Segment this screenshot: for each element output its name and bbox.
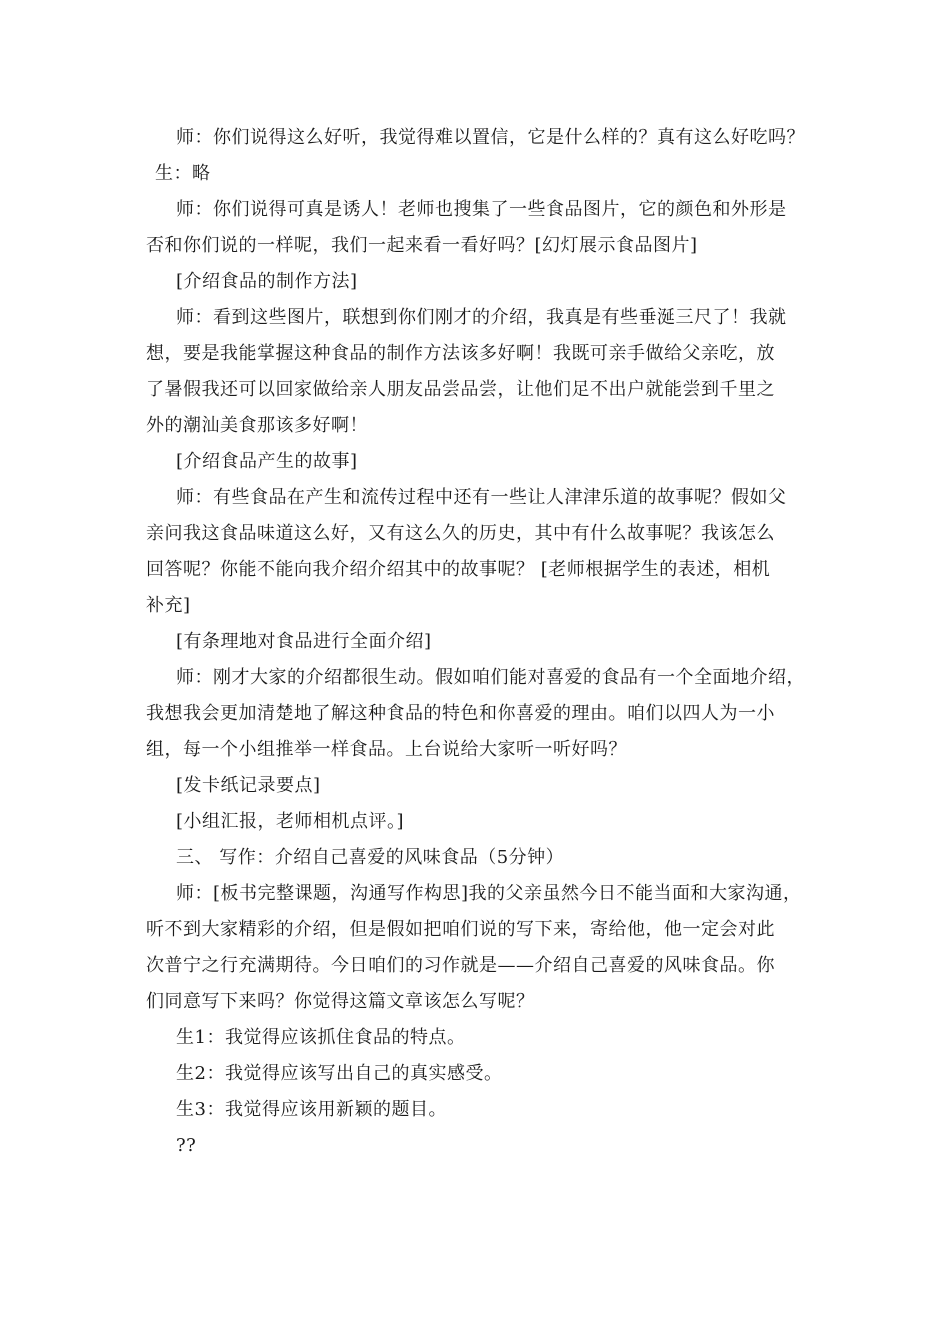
text-line-3: 师：你们说得可真是诱人！老师也搜集了一些食品图片，它的颜色和外形是: [176, 199, 787, 220]
text-line-5: [介绍食品的制作方法]: [176, 271, 358, 292]
text-line-13: 回答呢？你能不能向我介绍介绍其中的故事呢？ [老师根据学生的表述，相机: [146, 559, 771, 580]
text-line-25: 们同意写下来吗？你觉得这篇文章该怎么写呢？: [146, 991, 535, 1012]
text-line-22: 师：[板书完整课题，沟通写作构思]我的父亲虽然今日不能当面和大家沟通，: [176, 883, 802, 904]
text-line-26: 生1：我觉得应该抓住食品的特点。: [176, 1027, 466, 1048]
text-line-27: 生2：我觉得应该写出自己的真实感受。: [176, 1063, 503, 1084]
text-line-12: 亲问我这食品味道这么好，又有这么久的历史，其中有什么故事呢？我该怎么: [146, 523, 775, 544]
text-line-7: 想，要是我能掌握这种食品的制作方法该多好啊！我既可亲手做给父亲吃，放: [146, 343, 775, 364]
text-line-24: 次普宁之行充满期待。今日咱们的习作就是——介绍自己喜爱的风味食品。你: [146, 955, 775, 976]
text-line-2: 生：略: [155, 163, 211, 184]
text-line-23: 听不到大家精彩的介绍，但是假如把咱们说的写下来，寄给他，他一定会对此: [146, 919, 775, 940]
text-line-18: 组，每一个小组推举一样食品。上台说给大家听一听好吗？: [146, 739, 627, 760]
text-line-8: 了暑假我还可以回家做给亲人朋友品尝品尝，让他们足不出户就能尝到千里之: [146, 379, 775, 400]
text-line-19: [发卡纸记录要点]: [176, 775, 321, 796]
text-line-16: 师：刚才大家的介绍都很生动。假如咱们能对喜爱的食品有一个全面地介绍，: [176, 667, 805, 688]
text-line-11: 师：有些食品在产生和流传过程中还有一些让人津津乐道的故事呢？假如父: [176, 487, 787, 508]
text-line-28: 生3：我觉得应该用新颖的题目。: [176, 1099, 447, 1120]
text-line-6: 师：看到这些图片，联想到你们刚才的介绍，我真是有些垂涎三尺了！我就: [176, 307, 787, 328]
text-line-4: 否和你们说的一样呢，我们一起来看一看好吗？[幻灯展示食品图片]: [146, 235, 698, 256]
text-line-14: 补充]: [146, 595, 191, 616]
text-line-15: [有条理地对食品进行全面介绍]: [176, 631, 432, 652]
text-line-17: 我想我会更加清楚地了解这种食品的特色和你喜爱的理由。咱们以四人为一小: [146, 703, 775, 724]
text-line-10: [介绍食品产生的故事]: [176, 451, 358, 472]
section-heading-3: 三、 写作：介绍自己喜爱的风味食品（5分钟）: [176, 847, 565, 868]
text-line-29: ??: [176, 1135, 197, 1156]
text-line-20: [小组汇报，老师相机点评。]: [176, 811, 405, 832]
text-line-1: 师：你们说得这么好听，我觉得难以置信，它是什么样的？真有这么好吃吗？: [176, 127, 805, 148]
text-line-9: 外的潮汕美食那该多好啊！: [146, 415, 368, 436]
